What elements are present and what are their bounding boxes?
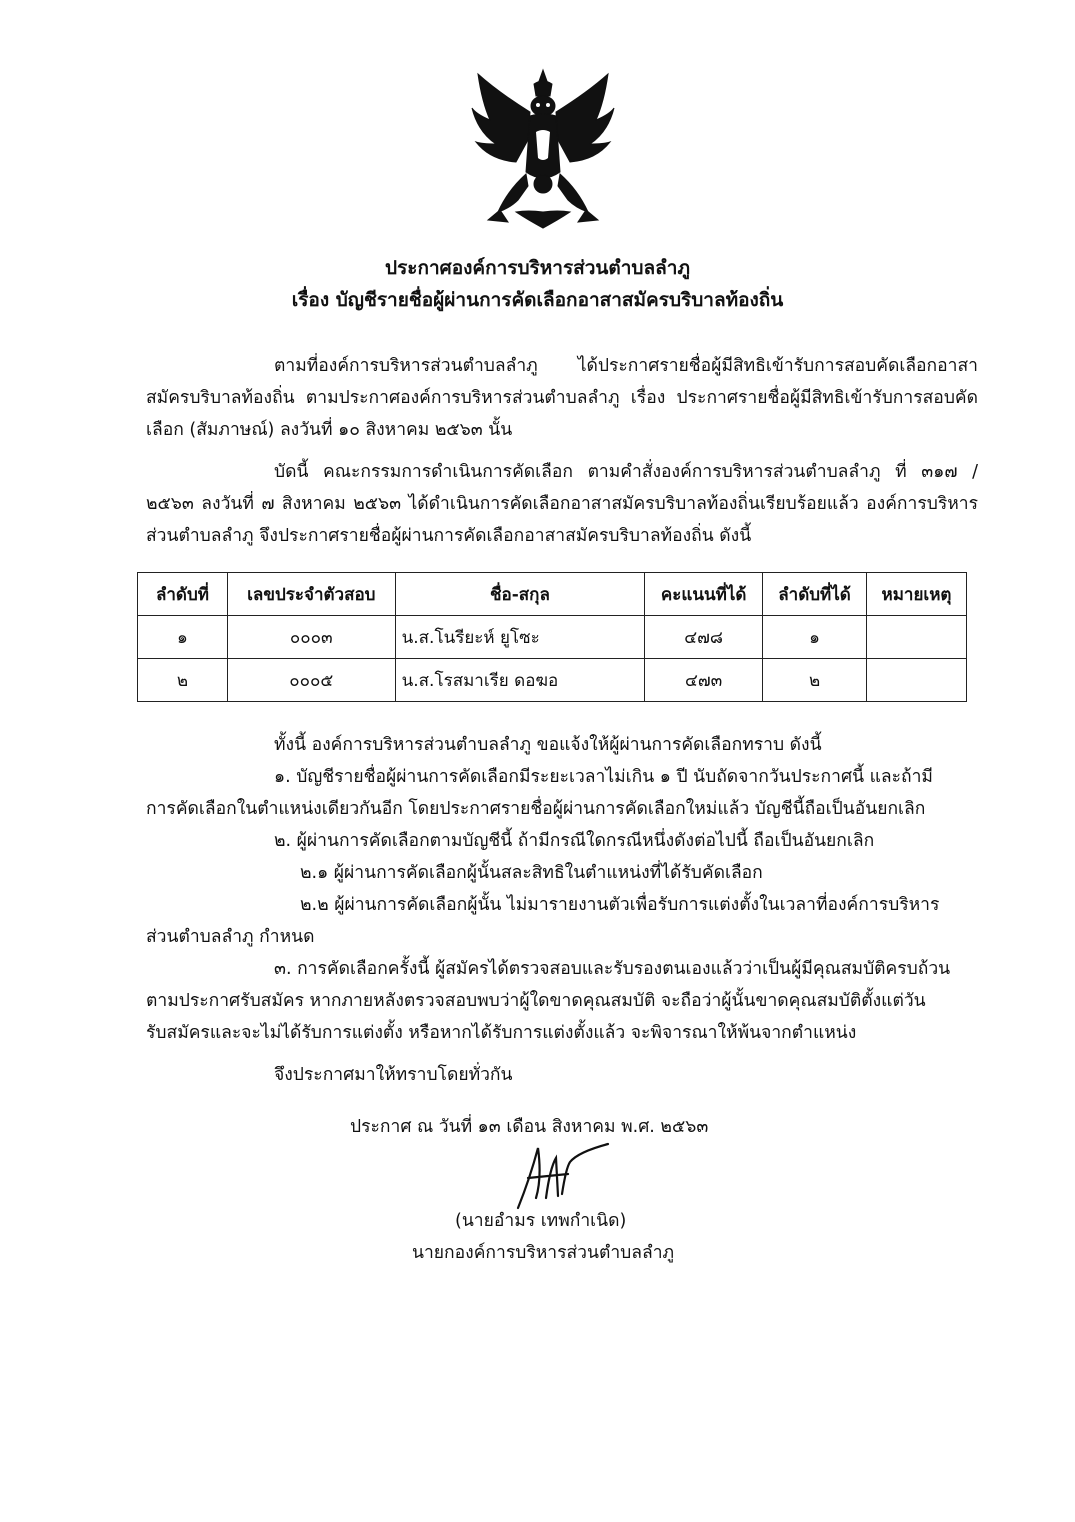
condition-2-2-line-2: ส่วนตำบลลำภู กำหนด (146, 927, 315, 947)
table-header-row (138, 573, 967, 616)
cell-note (866, 616, 966, 659)
condition-2-1: ๒.๑ ผู้ผ่านการคัดเลือกผู้นั้นสละสิทธิในตำแหน่งที่ได้รับคัดเลือก (300, 863, 763, 883)
paragraph-1-text: ตามที่องค์การบริหารส่วนตำบลลำภู ได้ประกาศรายชื่อผู้มีสิทธิเข้ารับการสอบคัดเลือกอาสาสมัครบริบาลท้องถิ่น ตามประกาศองค์การบริหารส่วนตำบลลำภู เรื่อง ประกาศรายชื่อผู้มีสิทธิเข้ารับการสอบคัดเลือก (สัมภาษณ์) ลงวันที่ ๑๐ สิงหาคม ๒๕๖๓ นั้น (146, 356, 978, 440)
cell-score: ๔๗๓ (645, 659, 763, 702)
garuda-emblem-icon (468, 62, 618, 237)
condition-2: ๒. ผู้ผ่านการคัดเลือกตามบัญชีนี้ ถ้ามีกรณีใดกรณีหนึ่งดังต่อไปนี้ ถือเป็นอันยกเลิก (274, 831, 875, 851)
cell-score: ๔๗๘ (645, 616, 763, 659)
col-header-exam-id: เลขประจำตัวสอบ (227, 573, 395, 616)
signer-name: (นายอำมร เทพกำเนิด) (455, 1211, 627, 1231)
announce-date: ประกาศ ณ วันที่ ๑๓ เดือน สิงหาคม พ.ศ. ๒๕๖๓ (350, 1117, 709, 1137)
col-header-note: หมายเหตุ (866, 573, 966, 616)
col-header-rank: ลำดับที่ได้ (763, 573, 867, 616)
col-header-score: คะแนนที่ได้ (645, 573, 763, 616)
col-header-name: ชื่อ-สกุล (395, 573, 645, 616)
cell-no: ๑ (138, 616, 228, 659)
signer-title: นายกองค์การบริหารส่วนตำบลลำภู (412, 1243, 675, 1263)
cell-name: น.ส.โนรียะห์ ยูโซะ (395, 616, 645, 659)
table-row (138, 659, 967, 702)
cell-rank: ๒ (763, 659, 867, 702)
cell-no: ๒ (138, 659, 228, 702)
condition-3-line-2: ตามประกาศรับสมัคร หากภายหลังตรวจสอบพบว่าผู้ใดขาดคุณสมบัติ จะถือว่าผู้นั้นขาดคุณสมบัติตั้งแต่วัน (146, 991, 926, 1011)
page-title: ประกาศองค์การบริหารส่วนตำบลลำภู (385, 257, 690, 279)
table-row (138, 616, 967, 659)
condition-3-line-3: รับสมัครและจะไม่ได้รับการแต่งตั้ง หรือหากได้รับการแต่งตั้งแล้ว จะพิจารณาให้พ้นจากตำแหน่ง (146, 1023, 857, 1043)
condition-3-line-1: ๓. การคัดเลือกครั้งนี้ ผู้สมัครได้ตรวจสอบและรับรองตนเองแล้วว่าเป็นผู้มีคุณสมบัติครบถ้วน (274, 959, 951, 979)
cell-exam-id: ๐๐๐๕ (227, 659, 395, 702)
cell-name: น.ส.โรสมาเรีย ดอฆอ (395, 659, 645, 702)
cell-note (866, 659, 966, 702)
results-table (137, 572, 967, 702)
cell-exam-id: ๐๐๐๓ (227, 616, 395, 659)
condition-1-line-2: การคัดเลือกในตำแหน่งเดียวกันอีก โดยประกาศรายชื่อผู้ผ่านการคัดเลือกใหม่แล้ว บัญชีนี้ถือเป็นอันยกเลิก (146, 799, 926, 819)
closing-announce: จึงประกาศมาให้ทราบโดยทั่วกัน (274, 1065, 513, 1085)
col-header-no: ลำดับที่ (138, 573, 228, 616)
paragraph-2 (146, 456, 978, 552)
conditions-intro: ทั้งนี้ องค์การบริหารส่วนตำบลลำภู ขอแจ้งให้ผู้ผ่านการคัดเลือกทราบ ดังนี้ (274, 735, 822, 755)
condition-1-line-1: ๑. บัญชีรายชื่อผู้ผ่านการคัดเลือกมีระยะเวลาไม่เกิน ๑ ปี นับถัดจากวันประกาศนี้ และถ้ามี (274, 767, 933, 787)
cell-rank: ๑ (763, 616, 867, 659)
paragraph-1 (146, 350, 978, 446)
paragraph-2-text: บัดนี้ คณะกรรมการดำเนินการคัดเลือก ตามคำสั่งองค์การบริหารส่วนตำบลลำภู ที่ ๓๑๗ /๒๕๖๓ ลงวันที่ ๗ สิงหาคม ๒๕๖๓ ได้ดำเนินการคัดเลือกอาสาสมัครบริบาลท้องถิ่นเรียบร้อยแล้ว องค์การบริหารส่วนตำบลลำภู จึงประกาศรายชื่อผู้ผ่านการคัดเลือกอาสาสมัครบริบาลท้องถิ่น ดังนี้ (146, 462, 978, 546)
page-subject: เรื่อง บัญชีรายชื่อผู้ผ่านการคัดเลือกอาสาสมัครบริบาลท้องถิ่น (291, 289, 784, 311)
condition-2-2-line-1: ๒.๒ ผู้ผ่านการคัดเลือกผู้นั้น ไม่มารายงานตัวเพื่อรับการแต่งตั้งในเวลาที่องค์การบริหาร (300, 895, 940, 915)
